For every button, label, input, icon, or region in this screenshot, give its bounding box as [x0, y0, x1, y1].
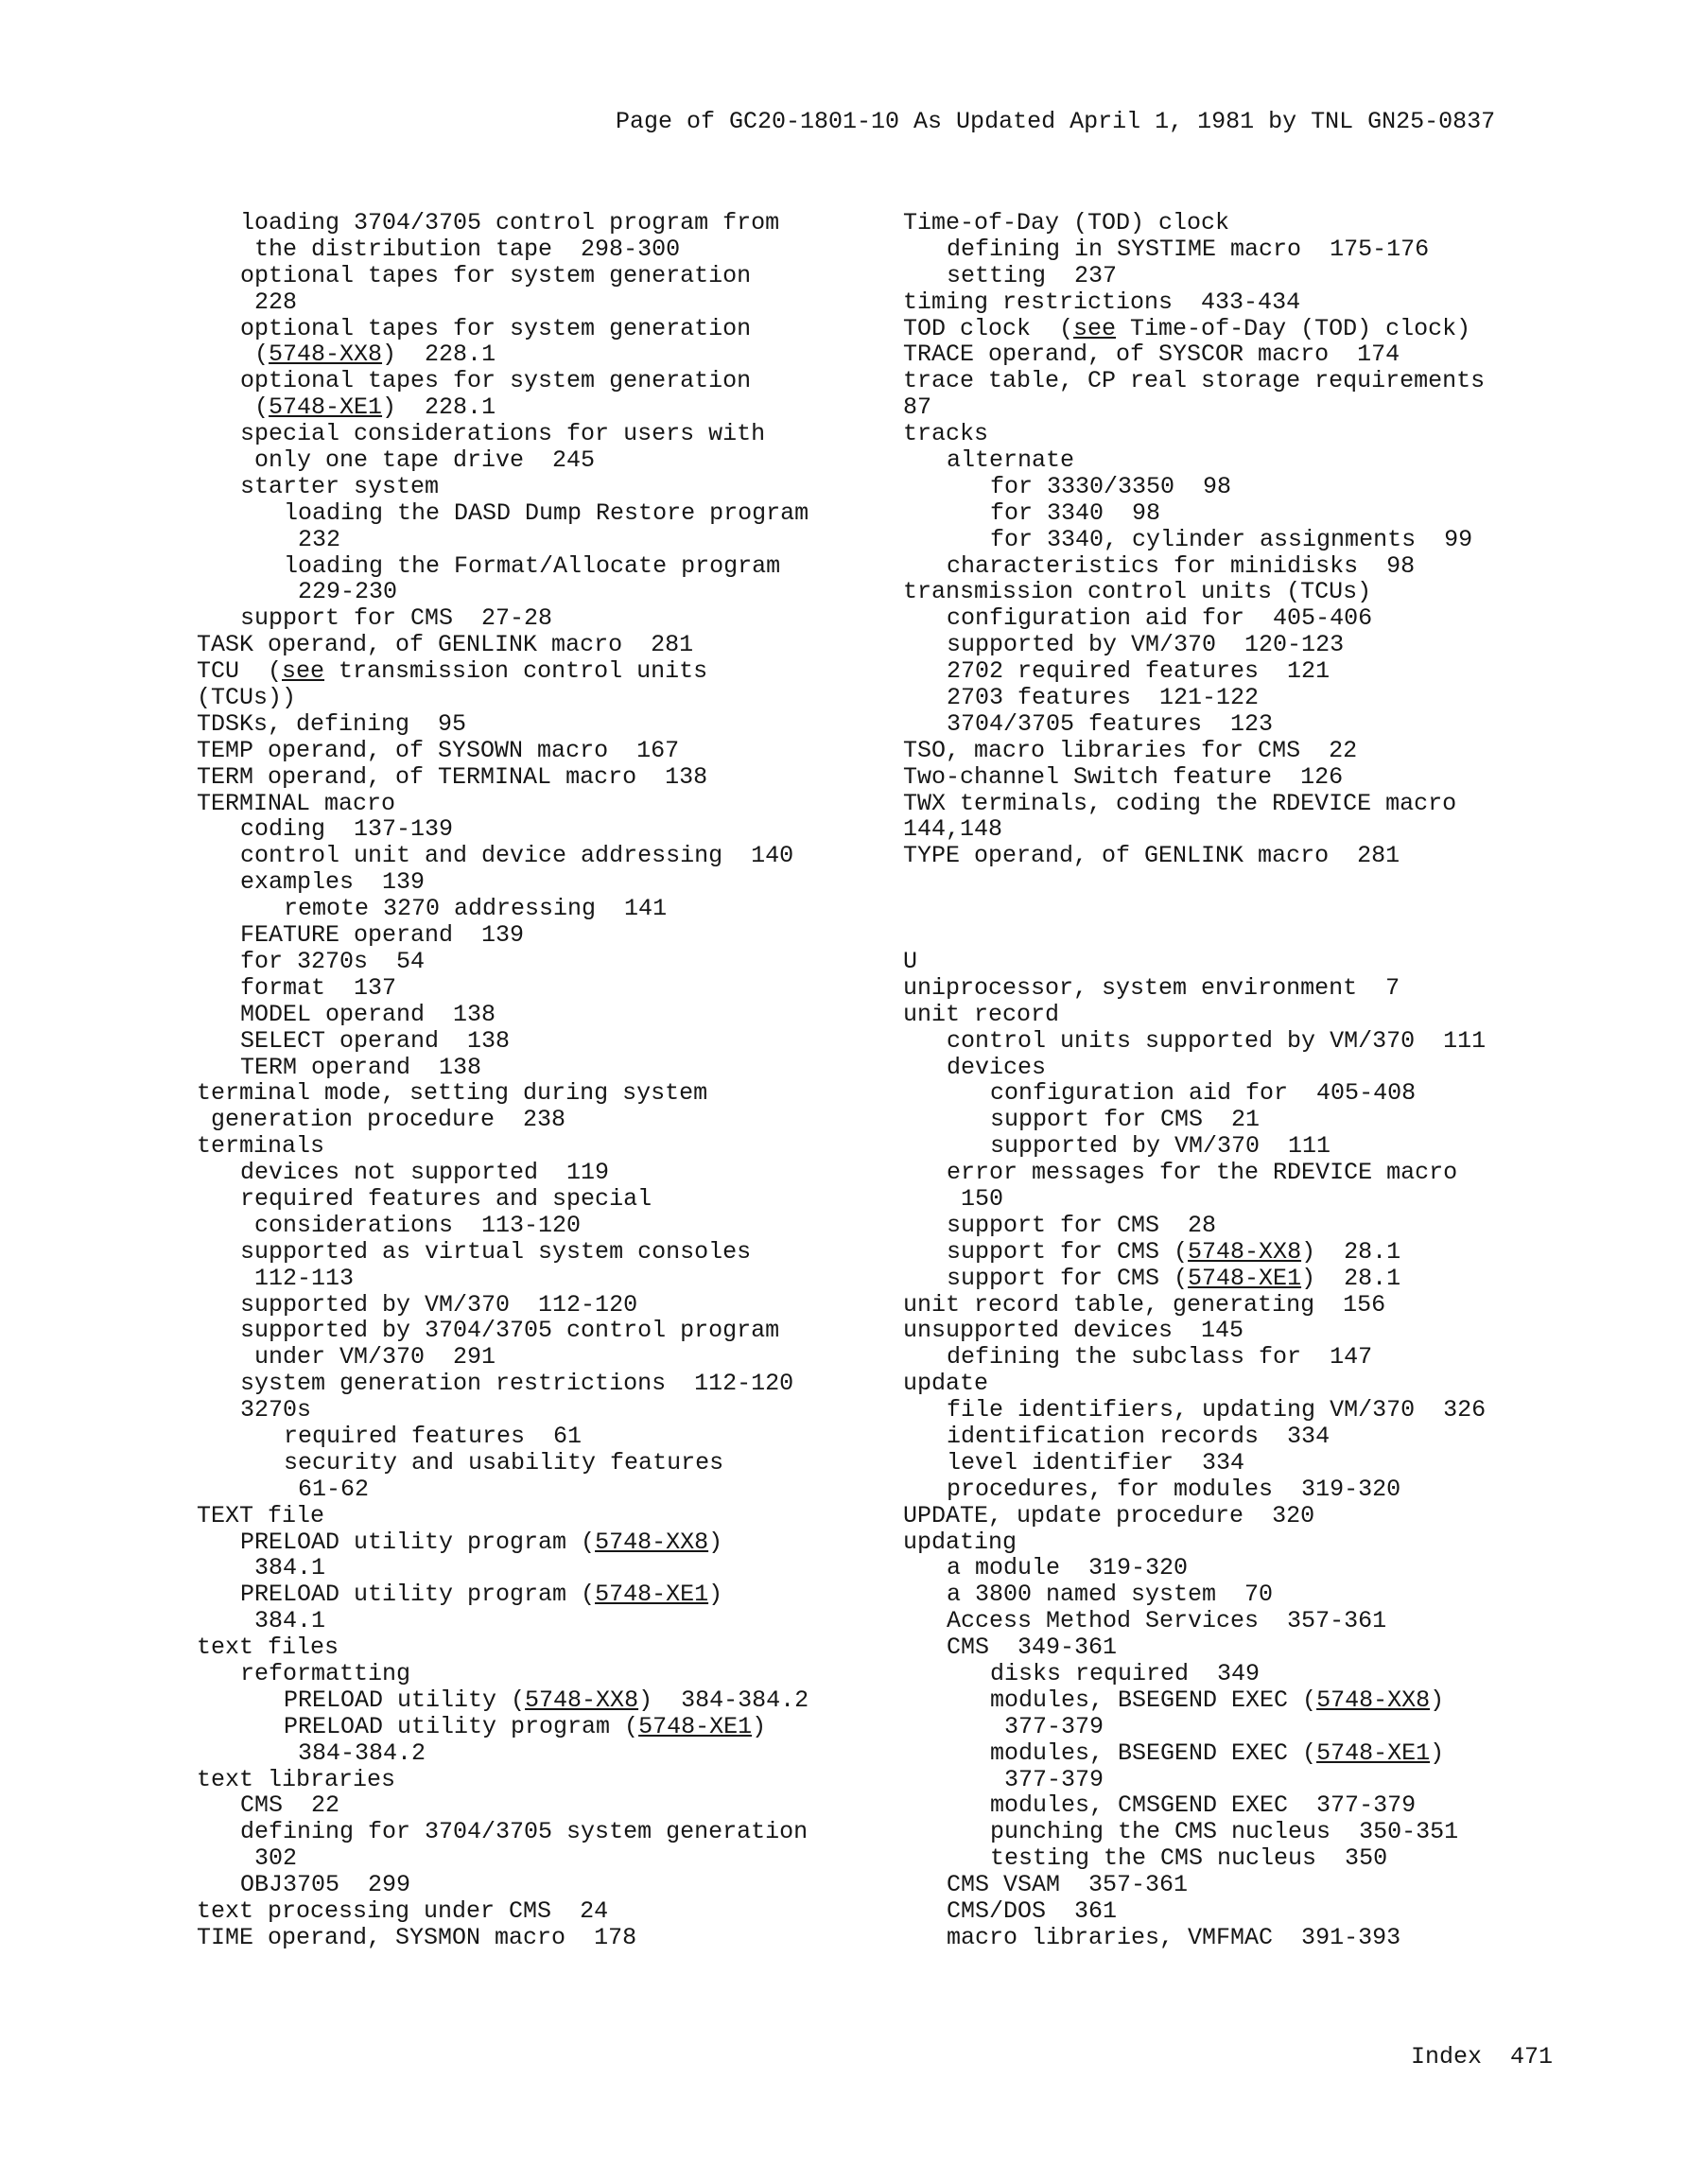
index-entry: 2703 features 121-122 — [947, 684, 1260, 712]
index-entry — [197, 658, 878, 685]
index-entry: file identifiers, updating VM/370 326 — [947, 1396, 1487, 1424]
index-entry: loading the DASD Dump Restore program — [284, 498, 809, 527]
entry-text: ) — [1430, 1686, 1445, 1714]
index-entry: text libraries — [197, 1765, 396, 1793]
index-entry: loading 3704/3705 control program from — [240, 209, 780, 236]
index-entry: supported by 3704/3705 control program — [240, 1317, 780, 1345]
blank-line — [903, 896, 1622, 922]
entry-text: TOD clock ( — [903, 314, 1074, 342]
index-entry: CMS 22 — [240, 1791, 340, 1820]
index-entry: terminal mode, setting during system — [197, 1079, 708, 1108]
index-entry: TSO, macro libraries for CMS 22 — [903, 736, 1358, 764]
entry-text: ) — [1430, 1738, 1445, 1767]
index-entry: loading the Format/Allocate program — [284, 551, 781, 580]
index-entry: (TCUs)) — [197, 684, 297, 712]
index-entry — [903, 1266, 1622, 1292]
index-entry-continuation: 377-379 — [1004, 1712, 1104, 1740]
index-entry: update — [903, 1370, 989, 1398]
entry-text: support for CMS ( — [947, 1264, 1189, 1292]
index-entry-continuation: 229-230 — [298, 578, 398, 606]
index-entry-continuation: considerations 113-120 — [254, 1211, 582, 1239]
index-entry: supported by VM/370 112-120 — [240, 1290, 638, 1319]
index-entry: Two-channel Switch feature 126 — [903, 762, 1344, 791]
index-entry: defining for 3704/3705 system generation — [240, 1818, 809, 1846]
index-entry-continuation: 384.1 — [254, 1554, 326, 1582]
index-entry: devices — [947, 1053, 1047, 1081]
index-entry: coding 137-139 — [240, 815, 454, 844]
entry-text: ( — [254, 393, 270, 422]
index-entry: TIME operand, SYSMON macro 178 — [197, 1923, 637, 1951]
index-entry: required features 61 — [284, 1422, 583, 1450]
index-entry-continuation: 384-384.2 — [298, 1738, 426, 1767]
index-entry: UPDATE, update procedure 320 — [903, 1501, 1315, 1529]
index-entry: TWX terminals, coding the RDEVICE macro — [903, 789, 1457, 817]
index-entry-continuation: 228 — [254, 288, 298, 316]
entry-text: ) — [752, 1712, 767, 1740]
index-entry: configuration aid for 405-408 — [990, 1079, 1417, 1108]
underlined-reference: 5748-XX8 — [525, 1686, 639, 1714]
index-entry: support for CMS 28 — [947, 1211, 1217, 1239]
entry-text: TCU ( — [197, 657, 283, 686]
index-entry: system generation restrictions 112-120 — [240, 1370, 794, 1398]
index-entry: optional tapes for system generation — [240, 367, 752, 395]
entry-text: ) — [708, 1528, 723, 1556]
entry-text: PRELOAD utility program ( — [240, 1528, 596, 1556]
index-entry: TERM operand, of TERMINAL macro 138 — [197, 762, 708, 791]
index-entry-continuation: 232 — [298, 525, 341, 553]
index-entry: remote 3270 addressing 141 — [284, 895, 668, 923]
underlined-reference: see — [282, 657, 325, 686]
index-entry: examples 139 — [240, 868, 426, 897]
index-entry: TERMINAL macro — [197, 789, 396, 817]
index-entry: trace table, CP real storage requirements — [903, 367, 1486, 395]
index-entry: optional tapes for system generation — [240, 314, 752, 342]
index-entry: text files — [197, 1634, 339, 1662]
index-entry: procedures, for modules 319-320 — [947, 1475, 1401, 1503]
index-entry: TYPE operand, of GENLINK macro 281 — [903, 842, 1400, 870]
entry-text: PRELOAD utility program ( — [240, 1581, 596, 1609]
index-entry-continuation — [197, 341, 878, 368]
index-entry: support for CMS 21 — [990, 1106, 1261, 1134]
index-entry — [903, 1239, 1622, 1266]
index-entry: U — [903, 947, 918, 975]
index-entry: 3270s — [240, 1396, 312, 1424]
index-entry: testing the CMS nucleus 350 — [990, 1844, 1388, 1873]
page-footer: Index 471 — [1411, 2043, 1554, 2070]
page-header: Page of GC20-1801-10 As Updated April 1, 1981 by TNL GN25-0837 — [616, 108, 1496, 135]
index-entry: supported by VM/370 120-123 — [947, 631, 1345, 659]
underlined-reference: 5748-XE1 — [638, 1712, 753, 1740]
index-entry: reformatting — [240, 1659, 411, 1687]
entry-text: PRELOAD utility program ( — [284, 1712, 639, 1740]
index-entry: required features and special — [240, 1184, 652, 1213]
index-entry: TDSKs, defining 95 — [197, 709, 467, 738]
index-entry: level identifier 334 — [947, 1448, 1245, 1476]
index-entry: identification records 334 — [947, 1422, 1330, 1450]
index-entry — [903, 316, 1622, 342]
index-entry: uniprocessor, system environment 7 — [903, 973, 1400, 1002]
index-entry: configuration aid for 405-406 — [947, 604, 1373, 633]
index-entry: modules, CMSGEND EXEC 377-379 — [990, 1791, 1417, 1820]
index-entry-continuation: 150 — [961, 1184, 1004, 1213]
index-entry: control units supported by VM/370 111 — [947, 1026, 1487, 1055]
index-entry: macro libraries, VMFMAC 391-393 — [947, 1923, 1401, 1951]
index-entry-continuation: generation procedure 238 — [211, 1106, 566, 1134]
index-entry: for 3330/3350 98 — [990, 472, 1232, 500]
index-entry — [903, 1687, 1622, 1714]
index-entry: unsupported devices 145 — [903, 1317, 1244, 1345]
index-entry — [197, 1687, 878, 1714]
blank-line — [903, 922, 1622, 949]
entry-text: ( — [254, 341, 270, 369]
index-entry: TEXT file — [197, 1501, 325, 1529]
index-column-right — [903, 210, 1622, 1951]
index-entry — [197, 1529, 878, 1556]
index-entry — [197, 1714, 878, 1740]
index-entry: alternate — [947, 446, 1075, 475]
entry-text: modules, BSEGEND EXEC ( — [990, 1738, 1317, 1767]
entry-text: ) 28.1 — [1301, 1237, 1401, 1266]
index-entry: devices not supported 119 — [240, 1159, 610, 1187]
entry-text: support for CMS ( — [947, 1237, 1189, 1266]
entry-text: PRELOAD utility ( — [284, 1686, 526, 1714]
index-entry: setting 237 — [947, 261, 1118, 289]
index-entry: tracks — [903, 420, 989, 448]
index-entry: MODEL operand 138 — [240, 1000, 496, 1028]
index-entry: TEMP operand, of SYSOWN macro 167 — [197, 736, 680, 764]
index-entry: unit record table, generating 156 — [903, 1290, 1386, 1319]
index-entry: terminals — [197, 1132, 325, 1161]
index-entry: disks required 349 — [990, 1659, 1261, 1687]
index-entry: punching the CMS nucleus 350-351 — [990, 1818, 1459, 1846]
index-entry: supported as virtual system consoles — [240, 1237, 752, 1266]
index-entry-continuation: 112-113 — [254, 1264, 355, 1292]
index-entry: CMS VSAM 357-361 — [947, 1871, 1189, 1899]
index-entry: control unit and device addressing 140 — [240, 842, 794, 870]
index-entry: defining the subclass for 147 — [947, 1343, 1373, 1372]
index-entry: a 3800 named system 70 — [947, 1581, 1274, 1609]
index-entry: transmission control units (TCUs) — [903, 578, 1372, 606]
underlined-reference: 5748-XX8 — [1316, 1686, 1431, 1714]
index-entry-continuation: under VM/370 291 — [254, 1343, 496, 1372]
index-entry: SELECT operand 138 — [240, 1026, 511, 1055]
index-entry-continuation: only one tape drive 245 — [254, 446, 596, 475]
entry-text: transmission control units — [324, 657, 708, 686]
index-entry-continuation: 61-62 — [298, 1475, 370, 1503]
entry-text: ) 228.1 — [382, 341, 496, 369]
index-entry: supported by VM/370 111 — [990, 1132, 1331, 1161]
entry-text: ) 228.1 — [382, 393, 496, 422]
entry-text: modules, BSEGEND EXEC ( — [990, 1686, 1317, 1714]
index-entry: 144,148 — [903, 815, 1003, 844]
index-entry: starter system — [240, 472, 440, 500]
entry-text: ) 28.1 — [1301, 1264, 1401, 1292]
index-entry: 87 — [903, 393, 932, 422]
index-entry — [197, 1581, 878, 1608]
index-entry: for 3340 98 — [990, 498, 1161, 527]
underlined-reference: 5748-XE1 — [1316, 1738, 1431, 1767]
index-entry-continuation — [197, 394, 878, 421]
index-entry: a module 319-320 — [947, 1554, 1189, 1582]
index-entry-continuation: 302 — [254, 1844, 298, 1873]
entry-text: ) 384-384.2 — [638, 1686, 809, 1714]
index-entry: format 137 — [240, 973, 397, 1002]
underlined-reference: 5748-XX8 — [595, 1528, 709, 1556]
underlined-reference: 5748-XE1 — [269, 393, 383, 422]
index-entry: 3704/3705 features 123 — [947, 709, 1274, 738]
index-entry: Time-of-Day (TOD) clock — [903, 209, 1230, 236]
index-entry: TERM operand 138 — [240, 1053, 482, 1081]
index-entry: for 3340, cylinder assignments 99 — [990, 525, 1473, 553]
index-entry: defining in SYSTIME macro 175-176 — [947, 235, 1430, 263]
index-entry: error messages for the RDEVICE macro — [947, 1159, 1458, 1187]
index-entry: OBJ3705 299 — [240, 1871, 411, 1899]
index-entry: characteristics for minidisks 98 — [947, 551, 1416, 580]
underlined-reference: see — [1073, 314, 1117, 342]
index-entry: CMS/DOS 361 — [947, 1897, 1118, 1925]
index-entry: unit record — [903, 1000, 1060, 1028]
underlined-reference: 5748-XE1 — [1188, 1264, 1302, 1292]
index-entry: Access Method Services 357-361 — [947, 1607, 1387, 1635]
index-entry: CMS 349-361 — [947, 1634, 1118, 1662]
blank-line — [903, 869, 1622, 896]
index-entry: TASK operand, of GENLINK macro 281 — [197, 631, 694, 659]
index-entry: text processing under CMS 24 — [197, 1897, 609, 1925]
index-entry: timing restrictions 433-434 — [903, 288, 1301, 316]
underlined-reference: 5748-XX8 — [1188, 1237, 1302, 1266]
entry-text: Time-of-Day (TOD) clock) — [1116, 314, 1471, 342]
index-entry: optional tapes for system generation — [240, 261, 752, 289]
index-entry: for 3270s 54 — [240, 947, 426, 975]
index-entry: special considerations for users with — [240, 420, 766, 448]
index-column-left — [197, 210, 878, 1951]
index-entry-continuation: 384.1 — [254, 1607, 326, 1635]
underlined-reference: 5748-XE1 — [595, 1581, 709, 1609]
index-entry: security and usability features — [284, 1448, 724, 1476]
index-entry: updating — [903, 1528, 1017, 1556]
index-entry-continuation: the distribution tape 298-300 — [254, 235, 681, 263]
index-entry: support for CMS 27-28 — [240, 604, 553, 633]
index-entry — [903, 1740, 1622, 1767]
underlined-reference: 5748-XX8 — [269, 341, 383, 369]
index-entry-continuation: 377-379 — [1004, 1765, 1104, 1793]
index-entry: FEATURE operand 139 — [240, 921, 525, 950]
index-entry: TRACE operand, of SYSCOR macro 174 — [903, 341, 1400, 369]
index-entry: 2702 required features 121 — [947, 657, 1330, 686]
entry-text: ) — [708, 1581, 723, 1609]
